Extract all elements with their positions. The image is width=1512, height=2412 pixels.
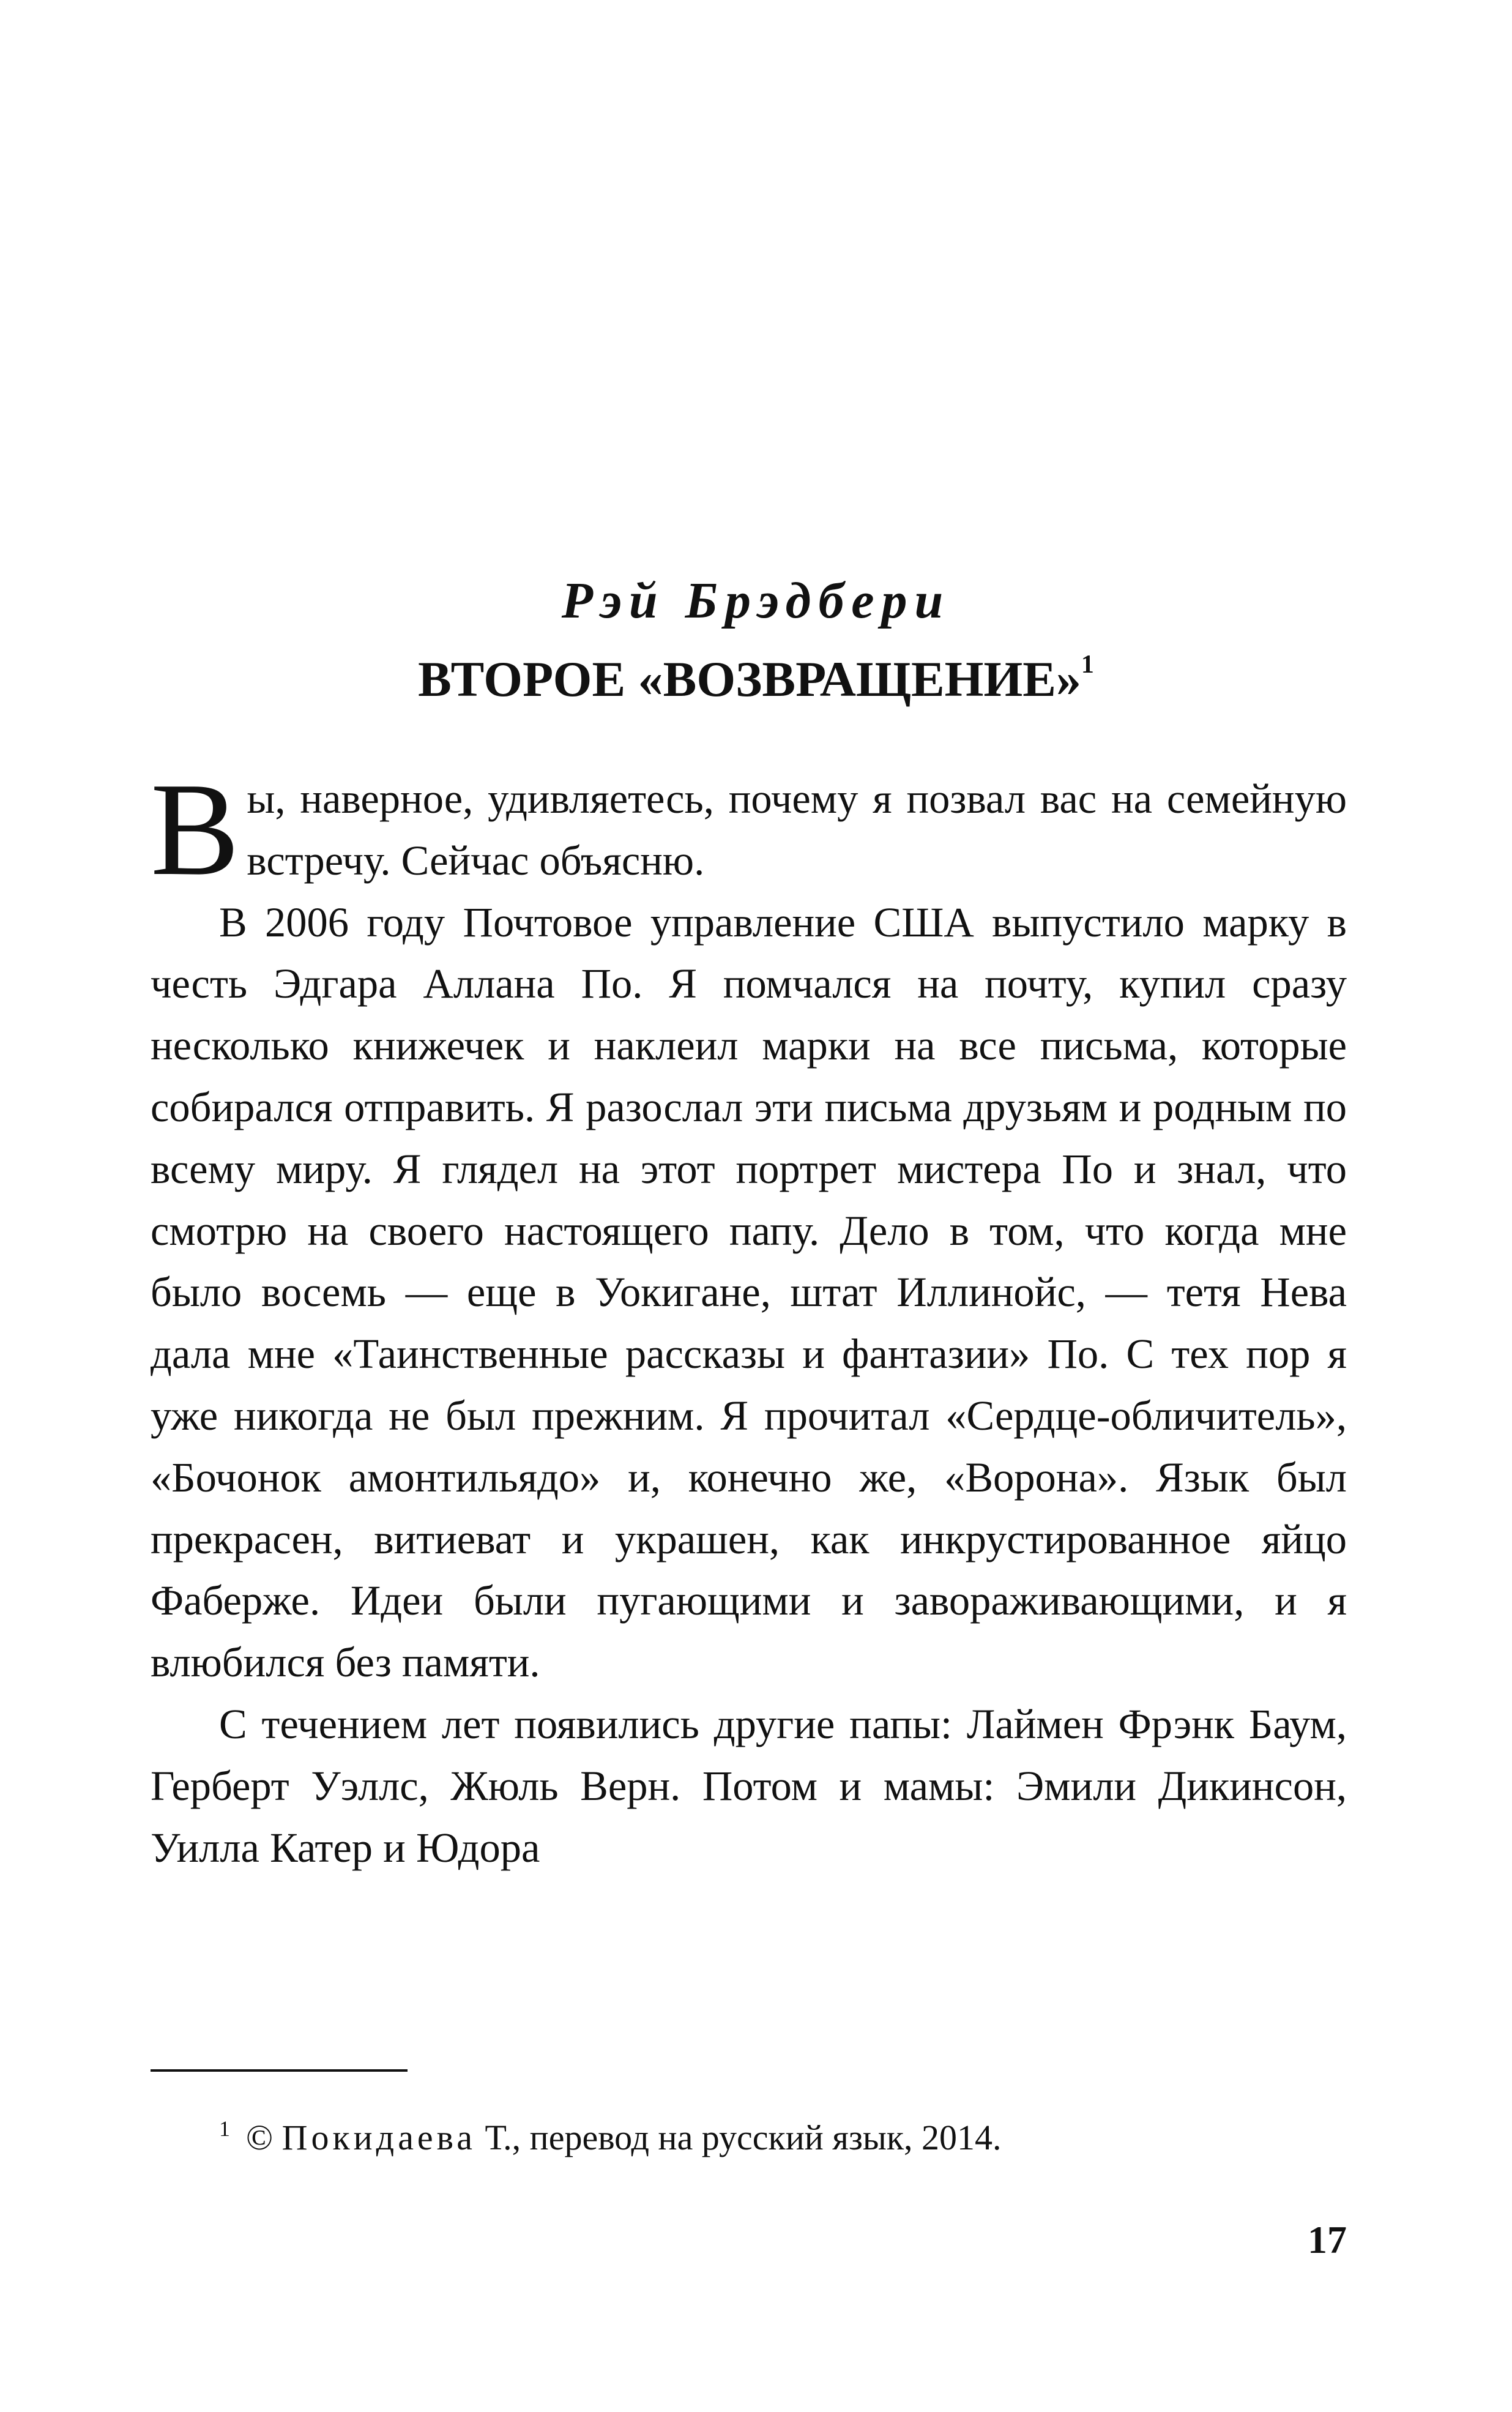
chapter-title [0, 646, 1512, 713]
page-number: 17 [1308, 2218, 1347, 2261]
footnote-divider [151, 2069, 408, 2072]
footnote [219, 2105, 1002, 2161]
chapter-title-text: ВТОРОЕ «ВОЗВРАЩЕНИЕ» [418, 651, 1081, 707]
translator-name: Покидаева [281, 2118, 477, 2157]
footnote-mark: 1 [219, 2116, 230, 2141]
drop-cap: В [151, 768, 240, 892]
title-footnote-mark: 1 [1081, 651, 1094, 679]
paragraph-3: С течением лет появились другие папы: Лаймен Фрэнк Баум, Герберт Уэллс, Жюль Верн. Потом и мамы: Эмили Дикинсон, Уилла Катер и Юдора [151, 1700, 1347, 1871]
copyright-symbol: © [246, 2118, 274, 2157]
paragraph-2: В 2006 году Почтовое управление США выпустило марку в честь Эдгара Аллана По. Я помчался на почту, купил сразу несколько книжечек и наклеил марки на все письма, которые собирался отправить. Я разослал эти письма друзьям и родным по всему миру. Я глядел на этот портрет мистера По и знал, что смотрю на своего настоящего папу. Дело в том, что когда мне было восемь — еще в Уокигане, штат Иллинойс, — тетя Нева дала мне «Таинственные рассказы и фантазии» По. С тех пор я уже никогда не был прежним. Я прочитал «Сердце-обличитель», «Бочонок амонтильядо» и, конечно же, «Ворона». Язык был прекрасен, витиеват и украшен, как инкрустированное яйцо Фаберже. Идеи были пугающими и завораживающими, и я влюбился без памяти. [151, 898, 1347, 1686]
paragraph-1-text: ы, наверное, удивляетесь, почему я позвал вас на семейную встречу. Сейчас объясню. [247, 775, 1347, 884]
main-text [151, 768, 1347, 1878]
author-name: Рэй Брэдбери [561, 572, 951, 629]
footnote-text: Т., перевод на русский язык, 2014. [485, 2118, 1002, 2157]
paragraph-1 [151, 768, 1347, 892]
